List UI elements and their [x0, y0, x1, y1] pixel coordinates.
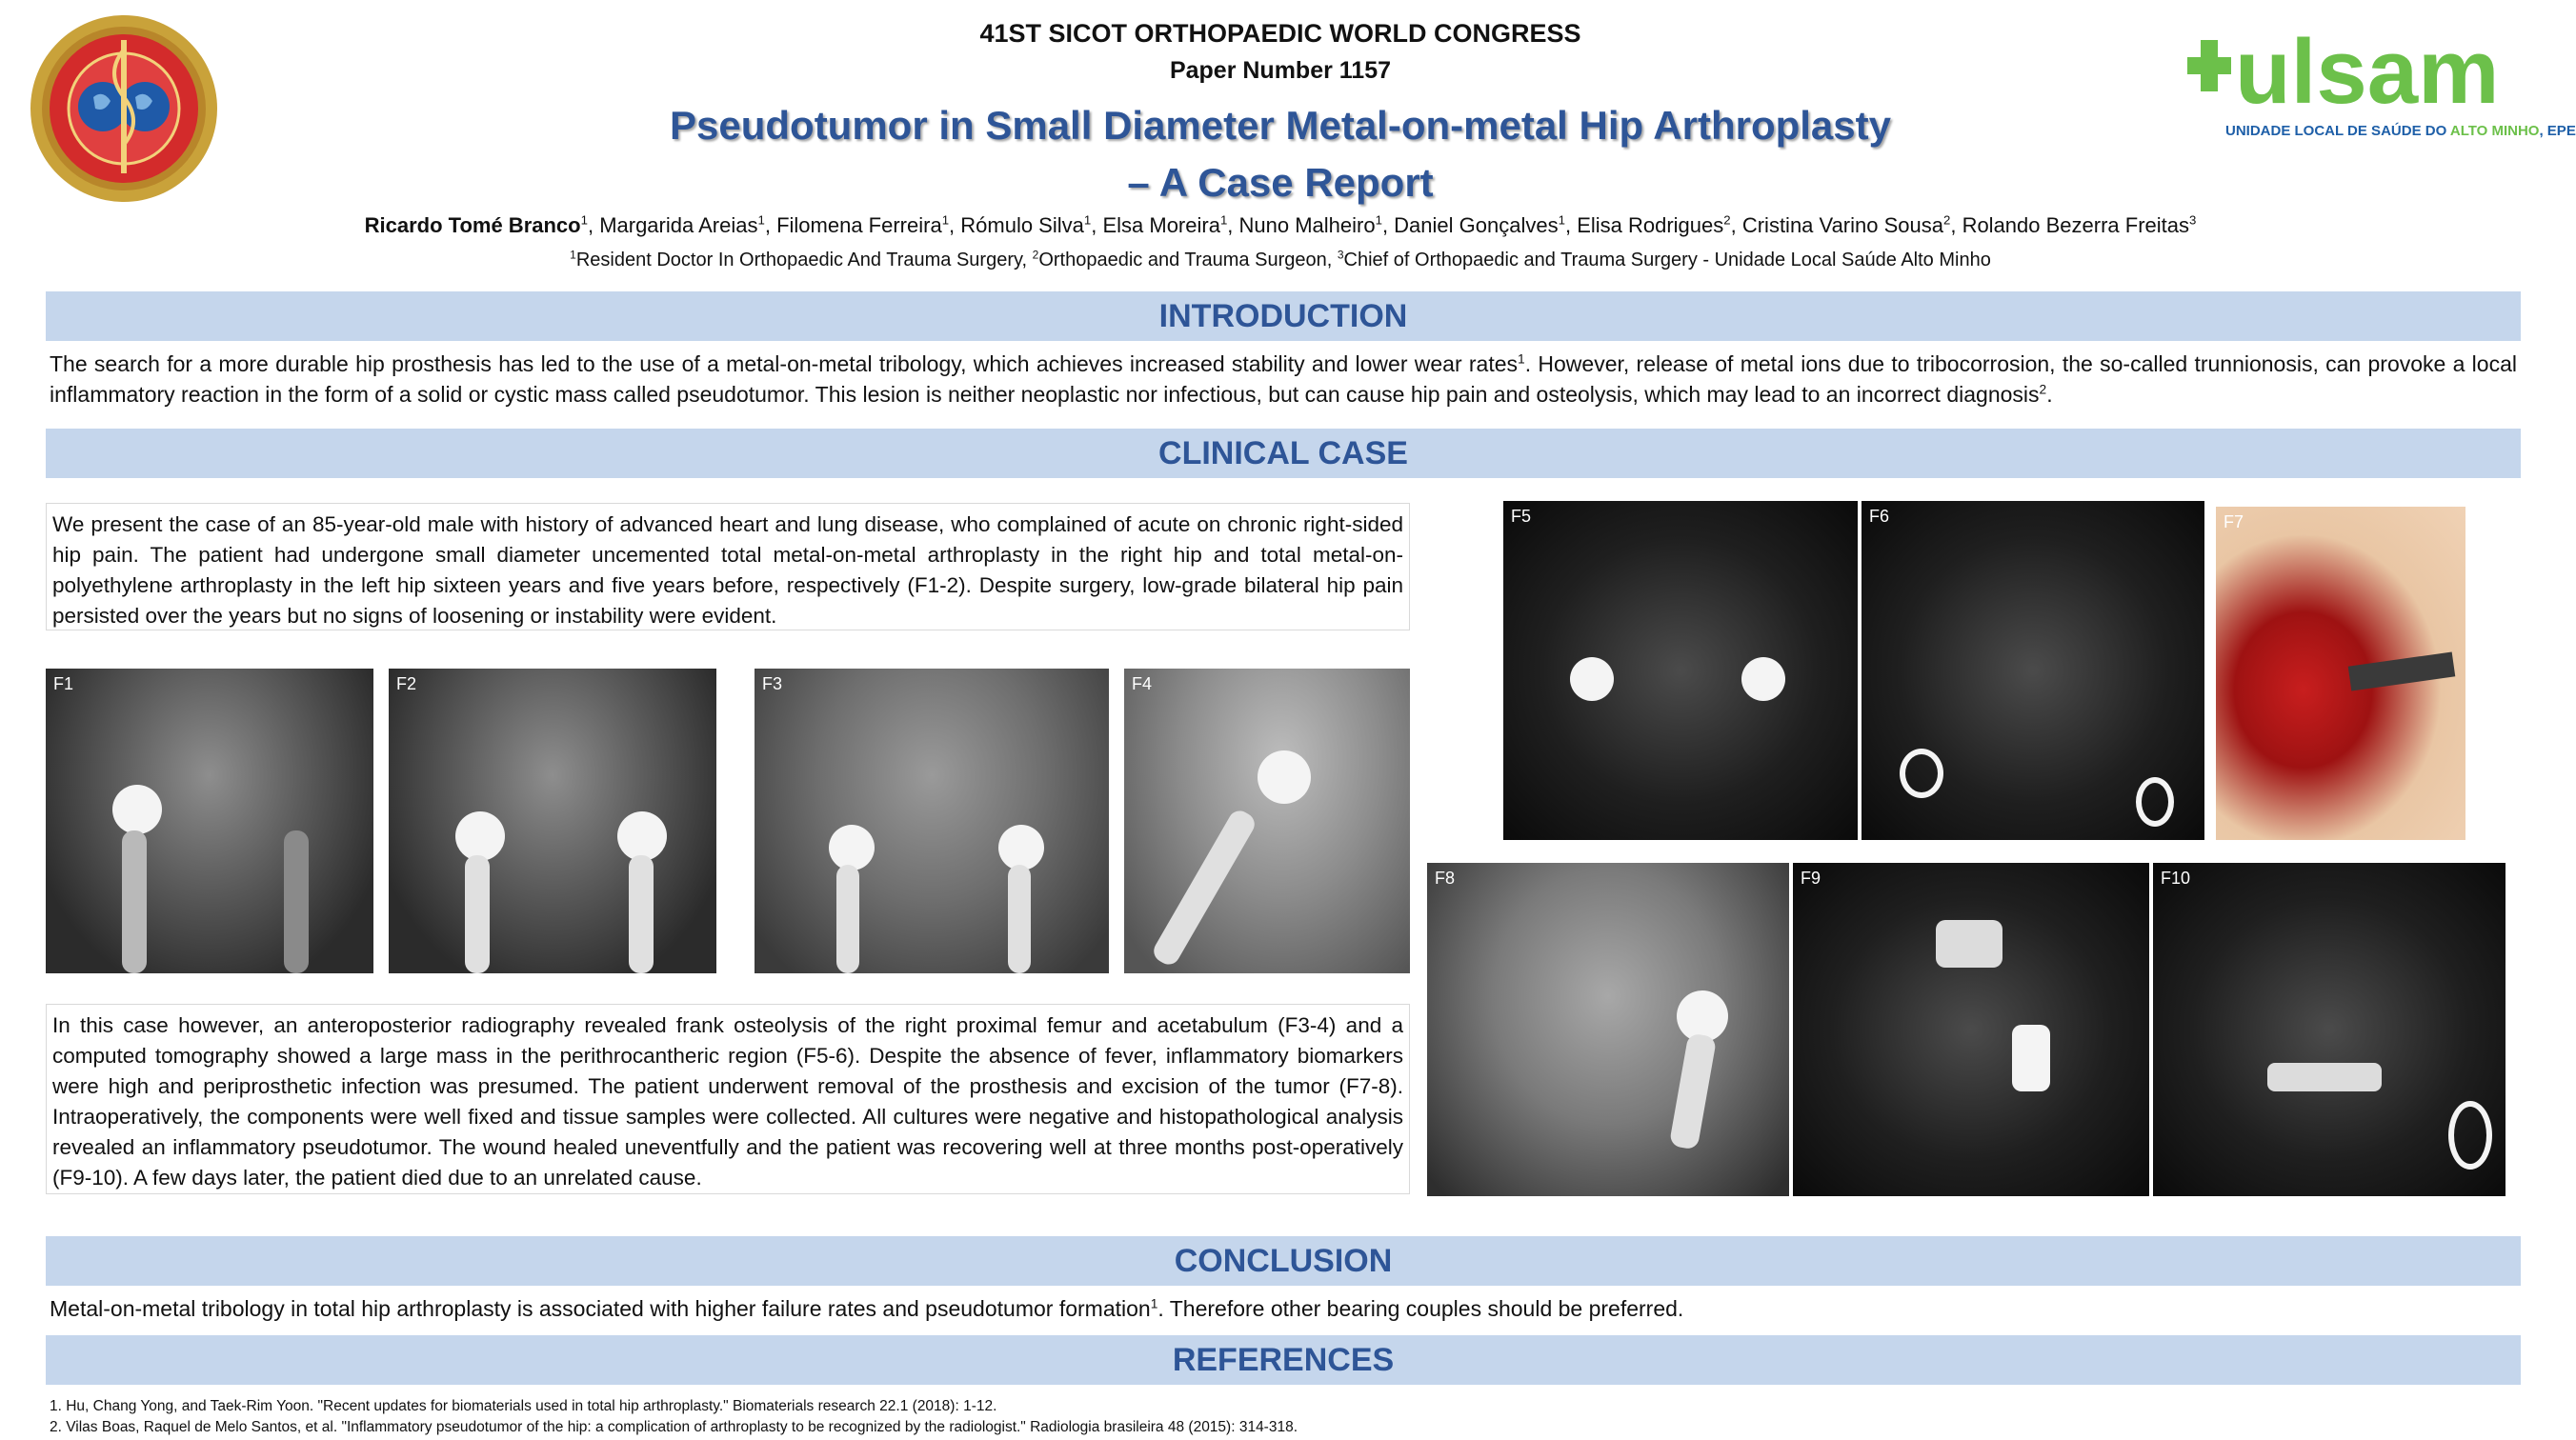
author-affiliation-marker: 1: [1558, 212, 1565, 228]
reference-item: 1. Hu, Chang Yong, and Taek-Rim Yoon. "Recent updates for biomaterials used in total hip arthroplasty." Biomaterials research 22.1 (2018): 1-12.: [50, 1398, 997, 1414]
figure-f3: [755, 669, 1109, 973]
author-name: Elsa Moreira: [1102, 213, 1220, 237]
clinical-paragraph-2: In this case however, an anteroposterior radiography revealed frank osteolysis of the right proximal femur and acetabulum (F3-4) and a computed tomography showed a large mass in the perithrocantheric region (F5-6). Despite the absence of fever, inflammatory biomarkers were high and periprosthetic infection was presumed. The patient underwent removal of the prosthesis and excision of the tumor (F7-8). Intraoperatively, the components were well fixed and tissue samples were collected. All cultures were negative and histopathological analysis revealed an inflammatory pseudotumor. The wound healed uneventfully and the patient was recovering well at three months post-operatively (F9-10). A few days later, the patient died due to an unrelated cause.: [46, 1004, 1410, 1194]
figure-f1: [46, 669, 373, 973]
figure-f7: [2216, 507, 2465, 840]
figure-f8: [1427, 863, 1789, 1196]
affiliation-marker: 1: [570, 248, 576, 262]
page-title-line1: Pseudotumor in Small Diameter Metal-on-metal Hip Arthroplasty: [670, 103, 1891, 148]
author-affiliation-marker: 2: [1942, 212, 1951, 228]
reference-list: [50, 1396, 1298, 1438]
figure-label: F6: [1869, 507, 1890, 526]
author-name: Ricardo Tomé Branco: [364, 213, 581, 237]
figure-label: F1: [53, 674, 74, 693]
reference-item: 2. Vilas Boas, Raquel de Melo Santos, et al. "Inflammatory pseudotumor of the hip: a complication of arthroplasty to be recognized by the radiologist." Radiologia brasileira 48 (2015): 314-318.: [50, 1419, 1298, 1435]
figure-f2: [389, 669, 716, 973]
conclusion-text: Metal-on-metal tribology in total hip arthroplasty is associated with higher failure rates and pseudotumor formation$^1$. Therefore other bearing couples should be preferred.: [50, 1296, 1684, 1321]
figure-label: F10: [2161, 869, 2191, 888]
author-name: Rómulo Silva: [960, 213, 1084, 237]
affiliation-text: Resident Doctor In Orthopaedic And Trauma Surgery,: [575, 250, 1033, 270]
affiliations: [0, 250, 2561, 271]
affiliation-marker: 3: [1337, 248, 1344, 262]
author-affiliation-marker: 1: [1375, 212, 1382, 228]
figure-f4: [1124, 669, 1410, 973]
figure-label: F9: [1801, 869, 1821, 888]
author-name: Rolando Bezerra Freitas: [1962, 213, 2190, 237]
figure-label: F4: [1132, 674, 1153, 693]
author-affiliation-marker: 1: [941, 212, 950, 228]
figure-label: F2: [396, 674, 417, 693]
page-title-line2: – A Case Report: [1127, 160, 1434, 205]
congress-name: 41ST SICOT ORTHOPAEDIC WORLD CONGRESS: [979, 19, 1581, 48]
figure-f9: [1793, 863, 2149, 1196]
clinical-paragraph-1: We present the case of an 85-year-old male with history of advanced heart and lung disease, who complained of acute on chronic right-sided hip pain. The patient had undergone small diameter uncemented total metal-on-metal arthroplasty in the right hip and total metal-on-polyethylene arthroplasty in the left hip sixteen years and five years before, respectively (F1-2). Despite surgery, low-grade bilateral hip pain persisted over the years but no signs of loosening or instability were evident.: [46, 503, 1410, 630]
section-header-introduction: INTRODUCTION: [46, 291, 2521, 341]
author-name: Filomena Ferreira: [776, 213, 942, 237]
figure-f6: [1862, 501, 2204, 840]
author-affiliation-marker: 3: [2189, 212, 2197, 228]
affiliation-text: Chief of Orthopaedic and Trauma Surgery - Unidade Local Saúde Alto Minho: [1343, 250, 1991, 270]
author-name: Elisa Rodrigues: [1577, 213, 1724, 237]
ulsam-logo-subtitle: UNIDADE LOCAL DE SAÚDE DO ALTO MINHO, EPE: [2225, 123, 2576, 139]
affiliation-marker: 2: [1032, 248, 1039, 262]
paper-number: Paper Number 1157: [1169, 57, 1392, 84]
section-header-references: REFERENCES: [46, 1335, 2521, 1385]
author-name: Nuno Malheiro: [1238, 213, 1376, 237]
author-name: Cristina Varino Sousa: [1741, 213, 1943, 237]
figure-label: F8: [1435, 869, 1456, 888]
author-affiliation-marker: 2: [1723, 212, 1731, 228]
figure-f5: [1503, 501, 1858, 840]
figure-f10: [2153, 863, 2506, 1196]
affiliation-text: Orthopaedic and Trauma Surgeon,: [1038, 250, 1338, 270]
figure-label: F3: [762, 674, 783, 693]
figure-label: F7: [2224, 512, 2244, 531]
author-name: Margarida Areias: [599, 213, 758, 237]
author-affiliation-marker: 1: [1083, 212, 1092, 228]
author-affiliation-marker: 1: [757, 212, 765, 228]
ulsam-logo-text: ulsam: [2235, 21, 2500, 123]
author-name: Daniel Gonçalves: [1394, 213, 1559, 237]
author-affiliation-marker: 1: [1219, 212, 1228, 228]
section-header-clinical-case: CLINICAL CASE: [46, 429, 2521, 478]
section-header-conclusion: CONCLUSION: [46, 1236, 2521, 1286]
author-affiliation-marker: 1: [580, 212, 588, 228]
figure-label: F5: [1511, 507, 1532, 526]
introduction-text: The search for a more durable hip prosthesis has led to the use of a metal-on-metal tribology, which achieves increased stability and lower wear rates$^1$. However, release of metal ions due to tribocorrosion, the so-called trunnionosis, can provoke a local inflammatory reaction in the form of a solid or cystic mass called pseudotumor. This lesion is neither neoplastic nor infectious, but can cause hip pain and osteolysis, which may lead to an incorrect diagnosis$^2$.: [50, 351, 2517, 407]
author-list: Ricardo Tomé Branco$^1$, Margarida Areias$^1$, Filomena Ferreira$^1$, Rómulo Silva$^1$, Elsa Moreira$^1$, Nuno Malheiro$^1$, Daniel Gonçalves$^1$, Elisa Rodrigues$^2$, Cristina Varino Sousa$^2$, Rolando Bezerra Freitas$^3$: [364, 212, 2197, 237]
